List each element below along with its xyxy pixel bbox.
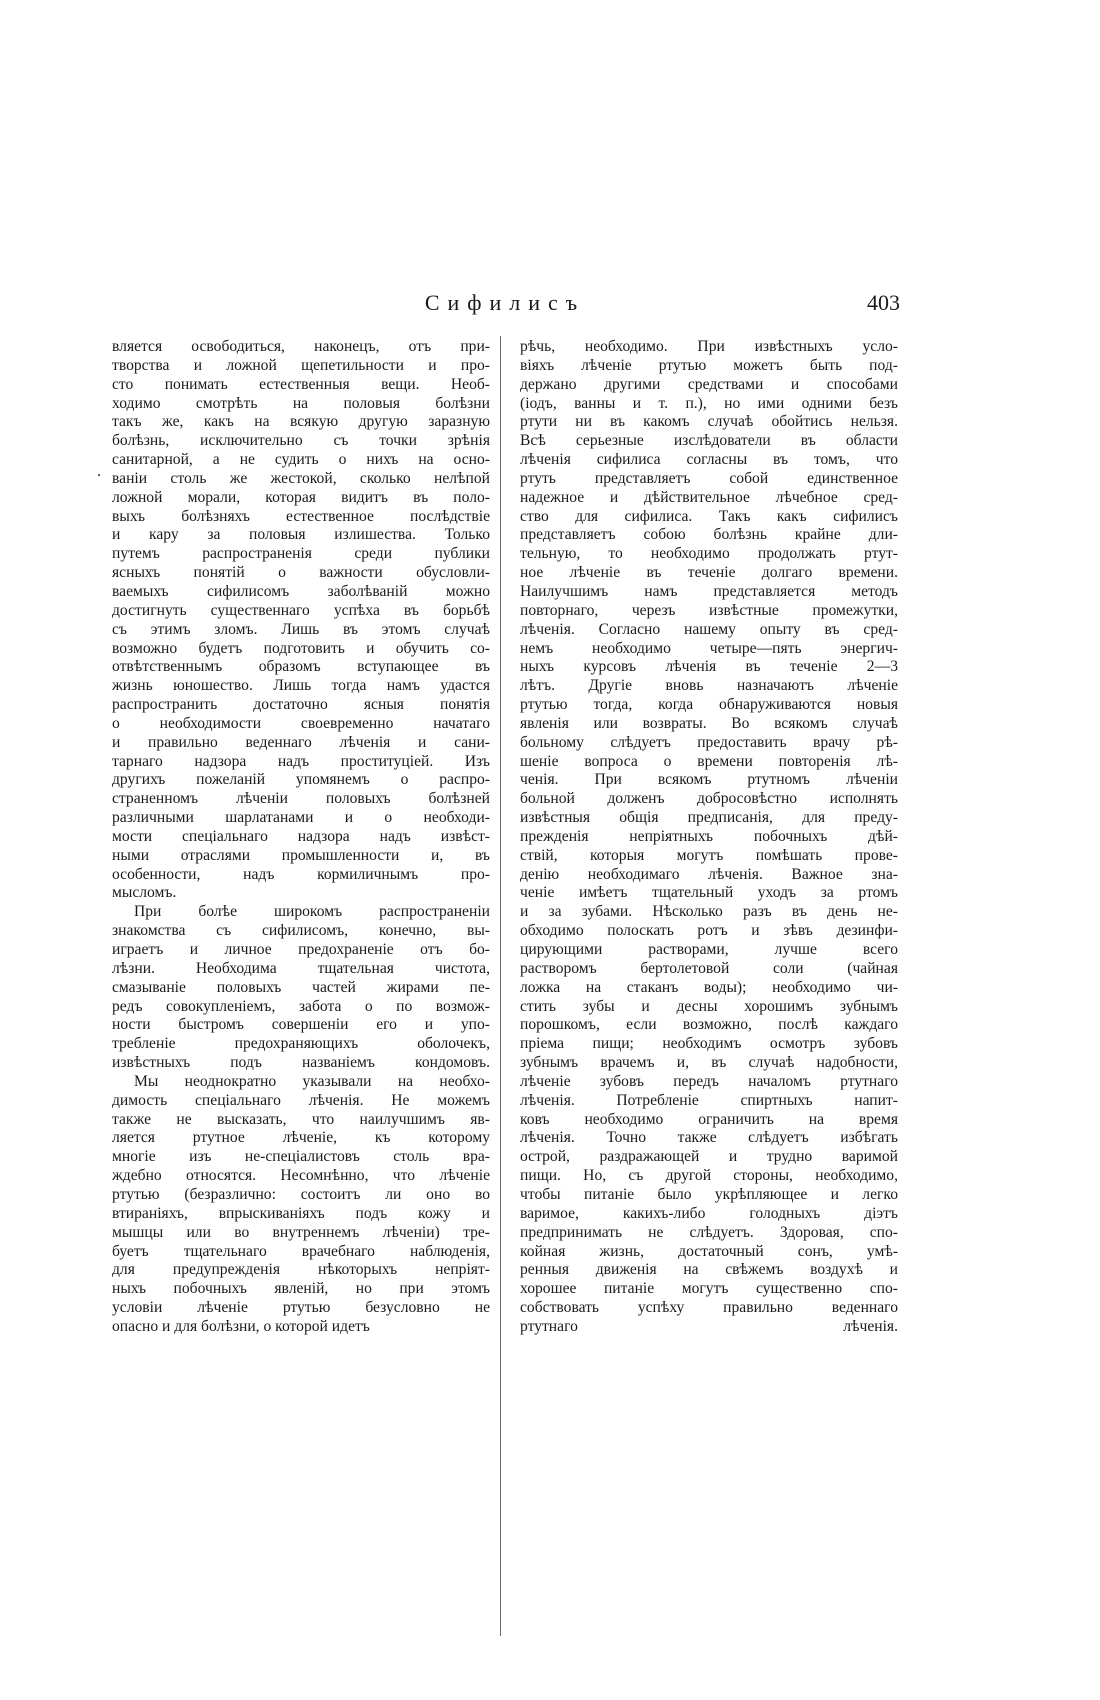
text-line: віяхъ лѣченіе ртутью можетъ быть под-	[520, 356, 898, 374]
text-line: ваніи столь же жестокой, сколько нелѣпой	[112, 469, 490, 487]
text-line: ныхъ курсовъ лѣченія въ теченіе 2—3	[520, 658, 898, 676]
text-line: ртутью (безразлично: состоитъ ли оно во	[112, 1185, 490, 1203]
text-line: ляется ртутное лѣченіе, къ которому	[112, 1129, 490, 1147]
text-line: особенности, надъ кормиличнымъ про-	[112, 865, 490, 883]
text-line: ныхъ побочныхъ явленій, но при этомъ	[112, 1280, 490, 1298]
text-line: койная жизнь, достаточный сонъ, умѣ-	[520, 1242, 898, 1260]
text-line: явленія или возвраты. Во всякомъ случаѣ	[520, 714, 898, 732]
right-column	[520, 338, 898, 1337]
text-line: втираніяхъ, впрыскиваніяхъ подъ кожу и	[112, 1204, 490, 1222]
text-line: цирующими растворами, лучше всего	[520, 941, 898, 958]
text-line: условіи лѣченіе ртутью безусловно не	[112, 1299, 490, 1317]
text-line: возможно будетъ подготовить и обучить со-	[112, 639, 490, 657]
text-line: ствій, которыя могутъ помѣшать прове-	[520, 846, 898, 864]
text-line: такъ же, какъ на всякую другую заразную	[112, 413, 490, 431]
text-line: творства и ложной щепетильности и про-	[112, 356, 490, 374]
text-line: лѣченія. Точно также слѣдуетъ избѣгать	[520, 1129, 898, 1147]
text-line: о необходимости своевременно начатаго	[112, 714, 490, 732]
text-line: стить зубы и десны хорошимъ зубнымъ	[520, 997, 898, 1015]
text-line: больному слѣдуетъ предоставить врачу рѣ-	[520, 733, 898, 751]
text-line: ходимо смотрѣть на половыя болѣзни	[112, 394, 490, 412]
text-line: выхъ болѣзняхъ естественное послѣдствіе	[112, 507, 490, 525]
text-line: ное лѣченіе въ теченіе долгаго времени.	[520, 564, 898, 582]
text-line: зубнымъ врачемъ и, въ случаѣ надобности,	[520, 1054, 898, 1072]
text-line: редъ совокупленіемъ, забота о по возмож-	[112, 997, 490, 1015]
text-line: ности быстромъ совершеніи его и упо-	[112, 1016, 490, 1034]
text-line: лѣченія. Потребленіе спиртныхъ напит-	[520, 1091, 898, 1109]
text-line: ждебно относятся. Несомнѣнно, что лѣченіе	[112, 1167, 490, 1185]
margin-mark: .	[97, 463, 101, 480]
text-line: ртути ни въ какомъ случаѣ обойтись нельзя.	[520, 413, 898, 431]
text-line: лѣченіе зубовъ передъ началомъ ртутнаго	[520, 1072, 898, 1090]
text-line: лѣченія сифилиса согласны въ томъ, что	[520, 451, 898, 469]
text-line: растворомъ бертолетовой соли (чайная	[520, 959, 898, 977]
text-line: играетъ и личное предохраненіе отъ бо-	[112, 941, 490, 958]
text-line: вляется освободиться, наконецъ, отъ при-	[112, 338, 490, 355]
text-line: ртутью тогда, когда обнаруживаются новыя	[520, 696, 898, 714]
text-line: обходимо полоскать ротъ и зѣвъ дезинфи-	[520, 922, 898, 940]
text-line: извѣстныя общія предписанія, для преду-	[520, 809, 898, 827]
text-line: ртуть представляетъ собой единственное	[520, 469, 898, 487]
text-line: острой, раздражающей и трудно варимой	[520, 1148, 898, 1166]
text-line: ясныхъ понятій о важности обусловли-	[112, 564, 490, 582]
text-line: надежное и дѣйствительное лѣчебное сред-	[520, 488, 898, 506]
text-line: хорошее питаніе могутъ существенно спо-	[520, 1280, 898, 1298]
text-line: для предупрежденія нѣкоторыхъ непріят-	[112, 1261, 490, 1279]
text-line: ваемыхъ сифилисомъ заболѣваній можно	[112, 582, 490, 600]
text-line: путемъ распространенія среди публики	[112, 545, 490, 563]
text-line: ными отраслями промышленности и, въ	[112, 846, 490, 864]
text-line: представляетъ собою болѣзнь крайне дли-	[520, 526, 898, 544]
column-divider	[500, 336, 501, 1636]
text-line: ртутнаго лѣченія.	[520, 1317, 898, 1335]
text-line: болѣзнь, исключительно съ точки зрѣнія	[112, 432, 490, 450]
text-line: тельную, то необходимо продолжать ртут-	[520, 545, 898, 563]
text-line: Наилучшимъ намъ представляется методъ	[520, 582, 898, 600]
text-line: и правильно веденнаго лѣченія и сани-	[112, 733, 490, 751]
text-line: отвѣтственнымъ образомъ вступающее въ	[112, 658, 490, 676]
text-line: также не высказать, что наилучшимъ яв-	[112, 1110, 490, 1128]
text-line: страненномъ лѣченіи половыхъ болѣзней	[112, 790, 490, 808]
text-line: извѣстныхъ подъ названіемъ кондомовъ.	[112, 1054, 490, 1072]
text-line: шеніе вопроса о времени повторенія лѣ-	[520, 752, 898, 770]
page-number: 403	[867, 290, 900, 315]
text-line: собствовать успѣху правильно веденнаго	[520, 1299, 898, 1317]
text-line: больной долженъ добросовѣстно исполнять	[520, 790, 898, 808]
text-line: лѣтъ. Другіе вновь назначаютъ лѣченіе	[520, 677, 898, 695]
text-line: ство для сифилиса. Такъ какъ сифилисъ	[520, 507, 898, 525]
page-header	[110, 290, 900, 320]
text-line: санитарной, а не судить о нихъ на осно-	[112, 451, 490, 469]
text-line: Всѣ серьезные изслѣдователи въ области	[520, 432, 898, 450]
text-line: и за зубами. Нѣсколько разъ въ день не-	[520, 903, 898, 921]
text-line: ложной морали, которая видитъ въ поло-	[112, 488, 490, 506]
text-line: пріема пищи; необходимъ осмотръ зубовъ	[520, 1035, 898, 1053]
text-line: смазываніе половыхъ частей жирами пе-	[112, 978, 490, 996]
text-line: денію необходимаго лѣченія. Важное зна-	[520, 865, 898, 883]
text-line: знакомства съ сифилисомъ, конечно, вы-	[112, 922, 490, 940]
text-line: пищи. Но, съ другой стороны, необходимо,	[520, 1167, 898, 1185]
text-line: прежденія непріятныхъ побочныхъ дѣй-	[520, 827, 898, 845]
running-title: Сифилисъ	[424, 290, 586, 315]
text-line: многіе изъ не-спеціалистовъ столь вра-	[112, 1148, 490, 1166]
text-line: ченія. При всякомъ ртутномъ лѣченіи	[520, 771, 898, 789]
text-line: опасно и для болѣзни, о которой идетъ	[112, 1317, 370, 1335]
text-line: мышцы или во внутреннемъ лѣченіи) тре-	[112, 1223, 490, 1241]
text-line: повторнаго, черезъ извѣстные промежутки,	[520, 601, 898, 619]
text-line: ложка на стаканъ воды); необходимо чи-	[520, 978, 898, 996]
text-line: (іодъ, ванны и т. п.), но ими одними безъ	[520, 394, 898, 412]
text-line: другихъ пожеланій упомянемъ о распро-	[112, 771, 490, 789]
text-line: различными шарлатанами и о необходи-	[112, 809, 490, 827]
text-line: димость спеціальнаго лѣченія. Не можемъ	[112, 1091, 490, 1109]
text-line: сто понимать естественныя вещи. Необ-	[112, 375, 490, 393]
left-column	[112, 338, 490, 1337]
text-line: немъ необходимо четыре—пять энергич-	[520, 639, 898, 657]
text-line: При болѣе широкомъ распространеніи	[134, 903, 490, 921]
text-line: мысломъ.	[112, 884, 177, 902]
text-line: чтобы питаніе было укрѣпляющее и легко	[520, 1185, 898, 1203]
text-line: лѣзни. Необходима тщательная чистота,	[112, 959, 490, 977]
text-line: ковъ необходимо ограничить на время	[520, 1110, 898, 1128]
text-line: варимое, какихъ-либо голодныхъ діэтъ	[520, 1204, 898, 1222]
text-line: распространить достаточно ясныя понятія	[112, 696, 490, 714]
text-line: тарнаго надзора надъ проституціей. Изъ	[112, 752, 490, 770]
text-line: рѣчь, необходимо. При извѣстныхъ усло-	[520, 338, 898, 355]
text-line: лѣченія. Согласно нашему опыту въ сред-	[520, 620, 898, 638]
text-line: и кару за половыя излишества. Только	[112, 526, 490, 544]
text-line: Мы неоднократно указывали на необхо-	[134, 1072, 490, 1090]
text-line: ченіе имѣетъ тщательный уходъ за ртомъ	[520, 884, 898, 902]
text-line: достигнуть существеннаго успѣха въ борьбѣ	[112, 601, 490, 619]
text-line: держано другими средствами и способами	[520, 375, 898, 393]
text-line: жизнь юношество. Лишь тогда намъ удастся	[112, 677, 490, 695]
text-line: порошкомъ, если возможно, послѣ каждаго	[520, 1016, 898, 1034]
text-line: ренныя движенія на свѣжемъ воздухѣ и	[520, 1261, 898, 1279]
text-line: предпринимать не слѣдуетъ. Здоровая, спо-	[520, 1223, 898, 1241]
text-line: требленіе предохраняющихъ оболочекъ,	[112, 1035, 490, 1053]
text-line: буетъ тщательнаго врачебнаго наблюденія,	[112, 1242, 490, 1260]
text-line: мости спеціальнаго надзора надъ извѣст-	[112, 827, 490, 845]
text-line: съ этимъ зломъ. Лишь въ этомъ случаѣ	[112, 620, 490, 638]
